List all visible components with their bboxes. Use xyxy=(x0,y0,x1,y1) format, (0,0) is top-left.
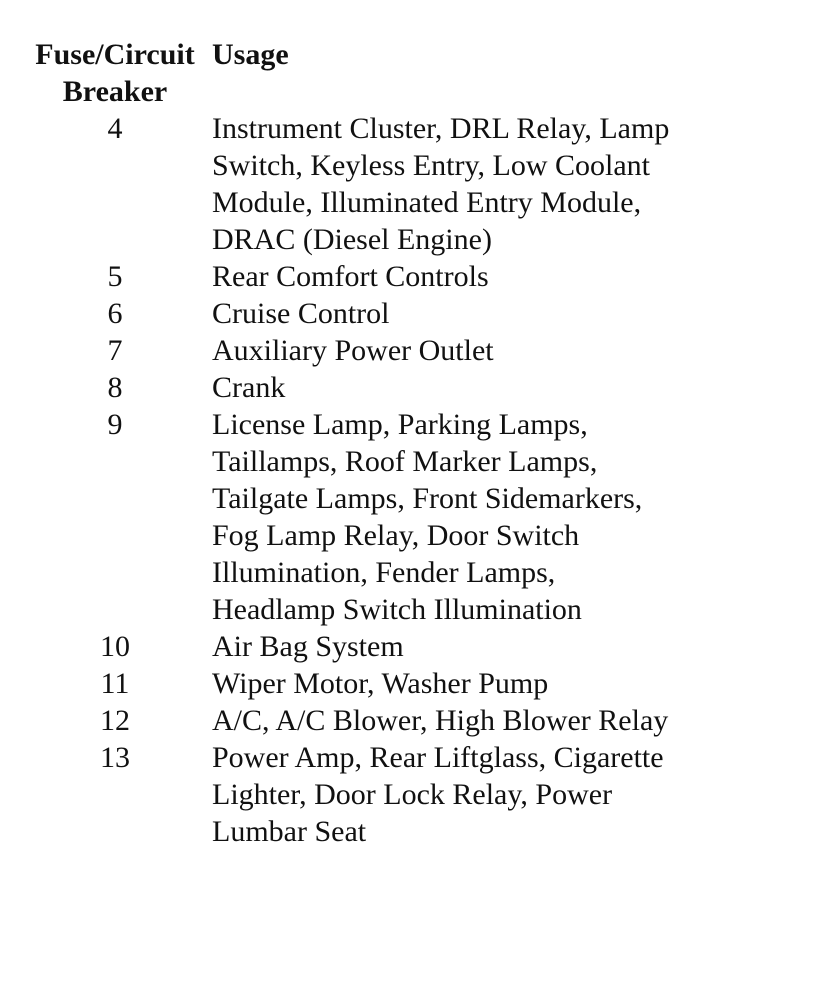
fuse-column-header xyxy=(18,36,212,110)
usage-description xyxy=(212,406,772,628)
usage-line: Module, Illuminated Entry Module, xyxy=(212,186,642,219)
usage-description xyxy=(212,628,772,665)
fuse-number: 7 xyxy=(107,334,123,367)
table-row xyxy=(18,110,772,258)
fuse-header-line1: Fuse/Circuit xyxy=(35,38,195,71)
header-row xyxy=(18,36,772,110)
table-body xyxy=(18,110,772,850)
usage-line: Headlamp Switch Illumination xyxy=(212,593,582,626)
usage-line: Fog Lamp Relay, Door Switch xyxy=(212,519,580,552)
usage-line: Wiper Motor, Washer Pump xyxy=(212,667,549,700)
table-row xyxy=(18,406,772,628)
fuse-number: 10 xyxy=(100,630,130,663)
usage-line: Rear Comfort Controls xyxy=(212,260,489,293)
fuse-number: 6 xyxy=(107,297,123,330)
table-row xyxy=(18,332,772,369)
usage-line: License Lamp, Parking Lamps, xyxy=(212,408,588,441)
table-row xyxy=(18,295,772,332)
fuse-number: 9 xyxy=(107,408,123,441)
fuse-header-line2: Breaker xyxy=(62,75,168,108)
usage-description xyxy=(212,369,772,406)
table-row xyxy=(18,258,772,295)
usage-description xyxy=(212,702,772,739)
fuse-number: 8 xyxy=(107,371,123,404)
usage-line: Lumbar Seat xyxy=(212,815,367,848)
usage-line: Tailgate Lamps, Front Sidemarkers, xyxy=(212,482,643,515)
table-row xyxy=(18,739,772,850)
fuse-number: 12 xyxy=(100,704,130,737)
fuse-number: 5 xyxy=(107,260,123,293)
usage-line: Crank xyxy=(212,371,286,404)
usage-line: Illumination, Fender Lamps, xyxy=(212,556,556,589)
table-row xyxy=(18,369,772,406)
fuse-number: 11 xyxy=(100,667,130,700)
usage-line: Lighter, Door Lock Relay, Power xyxy=(212,778,613,811)
usage-line: DRAC (Diesel Engine) xyxy=(212,223,492,256)
usage-line: A/C, A/C Blower, High Blower Relay xyxy=(212,704,669,737)
fuse-number: 4 xyxy=(107,112,123,145)
usage-column-header: Usage xyxy=(212,38,289,71)
table-row xyxy=(18,628,772,665)
usage-line: Taillamps, Roof Marker Lamps, xyxy=(212,445,598,478)
usage-line: Instrument Cluster, DRL Relay, Lamp xyxy=(212,112,670,145)
table-row xyxy=(18,665,772,702)
usage-description xyxy=(212,295,772,332)
usage-description xyxy=(212,665,772,702)
usage-line: Power Amp, Rear Liftglass, Cigarette xyxy=(212,741,664,774)
usage-line: Auxiliary Power Outlet xyxy=(212,334,494,367)
table-header xyxy=(18,36,772,110)
usage-description xyxy=(212,739,772,850)
usage-description xyxy=(212,258,772,295)
table-row xyxy=(18,702,772,739)
fuse-number: 13 xyxy=(100,741,130,774)
usage-line: Cruise Control xyxy=(212,297,390,330)
fuse-usage-table xyxy=(18,36,772,850)
usage-description xyxy=(212,332,772,369)
usage-line: Air Bag System xyxy=(212,630,404,663)
usage-line: Switch, Keyless Entry, Low Coolant xyxy=(212,149,651,182)
usage-description xyxy=(212,110,772,258)
